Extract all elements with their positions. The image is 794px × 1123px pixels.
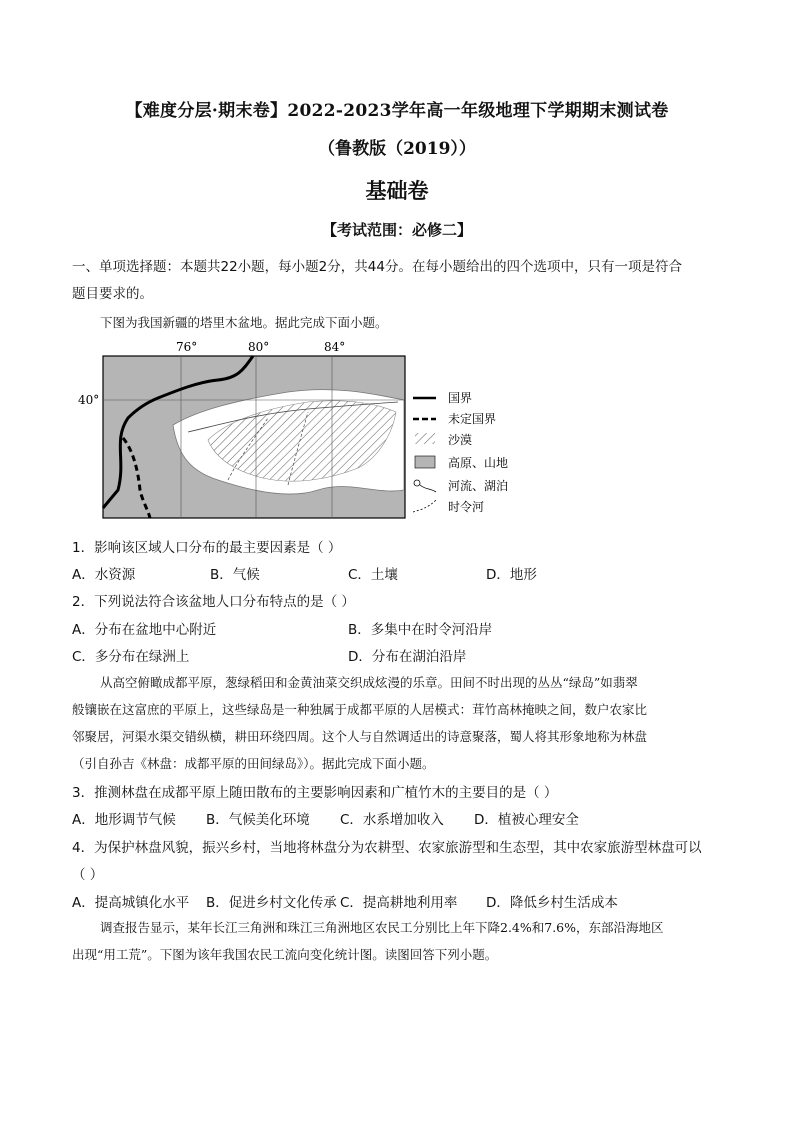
exam-title: 【难度分层·期末卷】2022-2023学年高一年级地理下学期期末测试卷	[125, 101, 669, 121]
legend-label-2: 未定国界	[448, 412, 497, 426]
river-lake-line-icon	[414, 480, 436, 492]
passage3-line1: 调查报告显示，某年长江三角洲和珠江三角洲地区农民工分别比上年下降2.4%和7.6%，东部沿海地区	[100, 920, 664, 935]
question-3-option-a: A．地形调节气候	[72, 812, 176, 828]
plateau-mountain-fill-icon	[415, 456, 435, 468]
question-4-stem-line2: （ ）	[72, 867, 104, 883]
exam-subtitle: （鲁教版（2019））	[318, 139, 476, 159]
question-2-option-b: B．多集中在时令河沿岸	[348, 622, 493, 638]
passage2-line4: （引自孙吉《林盘：成都平原的田间绿岛》）。据此完成下面小题。	[72, 756, 435, 771]
lon-label-80: 80°	[248, 340, 270, 354]
question-1-option-b: B．气候	[210, 567, 260, 583]
passage3-line2: 出现“用工荒”。下图为该年我国农民工流向变化统计图。读图回答下列小题。	[72, 947, 498, 962]
question-2-stem: 2．下列说法符合该盆地人口分布特点的是（ ）	[72, 594, 355, 610]
seasonal-river-line-icon	[413, 500, 436, 512]
group1-intro: 下图为我国新疆的塔里木盆地。据此完成下面小题。	[100, 315, 388, 330]
section-heading-line2: 题目要求的。	[72, 286, 153, 302]
question-1-option-a: A．水资源	[72, 567, 136, 583]
map-legend	[413, 391, 508, 514]
lon-label-84: 84°	[324, 340, 346, 354]
legend-label-3: 沙漠	[448, 433, 473, 447]
passage2-line3: 邻聚居，河渠水渠交错纵横，耕田环绕四周。这个人与自然调适出的诗意聚落，蜀人将其形象地称为林盘	[72, 729, 648, 744]
lat-label-40: 40°	[78, 393, 100, 407]
question-1-option-d: D．地形	[486, 567, 537, 583]
question-4-option-d: D．降低乡村生活成本	[486, 895, 618, 911]
section-heading-line1: 一、单项选择题：本题共22小题，每小题2分，共44分。在每小题给出的四个选项中，只有一项是符合	[72, 259, 682, 275]
question-2-option-d: D．分布在湖泊沿岸	[348, 649, 467, 665]
question-3-option-d: D．植被心理安全	[474, 812, 579, 828]
legend-label-4: 高原、山地	[448, 456, 509, 470]
question-1-stem: 1．影响该区域人口分布的最主要因素是（ ）	[72, 540, 342, 556]
question-4-option-b: B．促进乡村文化传承	[206, 895, 337, 911]
question-4-option-c: C．提高耕地利用率	[340, 895, 458, 911]
map-frame	[103, 356, 405, 518]
legend-label-1: 国界	[448, 391, 473, 405]
question-3-option-b: B．气候美化环境	[206, 812, 310, 828]
question-4-stem-line1: 4．为保护林盘风貌，振兴乡村，当地将林盘分为农耕型、农家旅游型和生态型，其中农家旅游型林盘可以	[72, 840, 702, 856]
passage2-line1: 从高空俯瞰成都平原，葱绿稻田和金黄油菜交织成炫漫的乐章。田间不时出现的丛丛“绿岛”如翡翠	[100, 675, 638, 690]
passage2-line2: 般镶嵌在这富庶的平原上，这些绿岛是一种独属于成都平原的人居模式：茸竹高林掩映之间，数户农家比	[72, 702, 648, 717]
question-4-option-a: A．提高城镇化水平	[72, 895, 190, 911]
question-2-option-c: C．多分布在绿洲上	[72, 649, 190, 665]
legend-label-5: 河流、湖泊	[448, 479, 509, 493]
tarim-basin-map	[78, 340, 538, 522]
exam-level: 基础卷	[365, 179, 429, 203]
question-3-option-c: C．水系增加收入	[340, 812, 444, 828]
lon-label-76: 76°	[176, 340, 198, 354]
legend-label-6: 时令河	[448, 500, 485, 514]
question-1-option-c: C．土壤	[348, 567, 398, 583]
desert-hatch-icon	[415, 433, 435, 444]
question-2-option-a: A．分布在盆地中心附近	[72, 622, 217, 638]
exam-scope: 【考试范围：必修二】	[321, 221, 472, 239]
question-3-stem: 3．推测林盘在成都平原上随田散布的主要影响因素和广植竹木的主要目的是（ ）	[72, 785, 558, 801]
